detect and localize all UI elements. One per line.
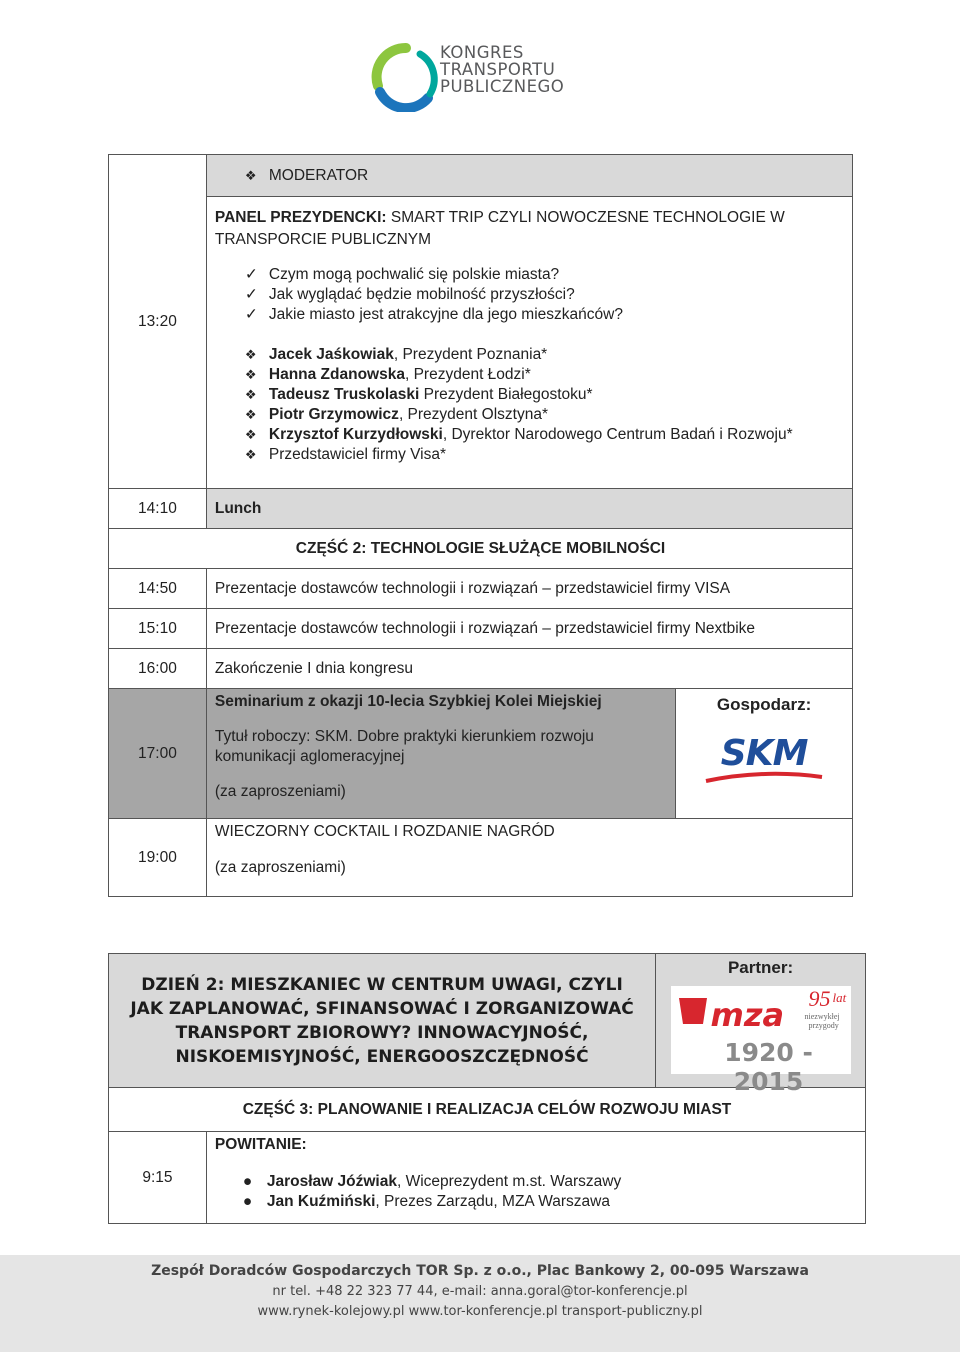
seminar-time-cell: 17:00 [109,689,207,819]
diamond-bullet-icon: ❖ [244,347,257,362]
bullet-dot-icon: ● [242,1173,253,1190]
cocktail-note: (za zaproszeniami) [214,859,346,876]
kongres-logo-ring-icon [366,42,446,112]
partner-cell [656,954,866,1096]
footer [0,1255,960,1352]
seminar-cell [206,689,675,819]
seminar-row [109,689,853,819]
panel-title-rest: SMART TRIP CZYLI NOWOCZESNE TECHNOLOGIE W TRANSPORCIE PUBLICZNYM [214,209,785,248]
day2-title-cell [109,954,656,1088]
diamond-bullet-icon: ❖ [244,407,257,422]
panel-speakers [215,345,844,465]
agenda-row [109,609,853,649]
row-time: 14:50 [138,579,177,597]
skm-swoosh-icon [704,771,824,785]
footer-line-2: nr tel. +48 22 323 77 44, e-mail: anna.goral@tor-konferencje.pl [272,1284,688,1299]
speaker-item: ❖ Krzysztof Kurzydłowski, Dyrektor Narodowego Centrum Badań i Rozwoju* [244,426,793,443]
agenda-row [109,569,853,609]
mza-crest-icon [675,994,711,1030]
lunch-time-cell: 14:10 [109,489,207,529]
speaker-item: ❖ Hanna Zdanowska, Prezydent Łodzi* [244,366,531,383]
welcome-speaker-item: ● Jarosław Jóźwiak, Wiceprezydent m.st. Warszawy [242,1173,622,1190]
part2-title: CZĘŚĆ 2: TECHNOLOGIE SŁUŻĄCE MOBILNOŚCI [295,539,666,557]
day1-agenda-table [108,154,853,897]
diamond-bullet-icon: ❖ [244,387,257,402]
moderator-row [109,155,853,197]
partner-label: Partner: [727,958,794,977]
welcome-speaker-item: ● Jan Kuźmiński, Prezes Zarządu, MZA Warszawa [242,1193,610,1210]
moderator-cell [206,155,852,197]
moderator-item [241,166,852,186]
row-time: 15:10 [138,619,177,637]
diamond-bullet-icon: ❖ [244,367,257,382]
lunch-label: Lunch [214,499,262,517]
host-label: Gospodarz: [716,695,812,714]
check-icon: ✓ [244,286,258,303]
day2-title: DZIEŃ 2: MIESZKANIEC W CENTRUM UWAGI, CZYLI JAK ZAPLANOWAĆ, SFINANSOWAĆ I ZORGANIZOWAĆ TRANSPORT ZBIOROWY? INNOWACYJNOŚĆ, NISKOEMISYJNOŚĆ, ENERGOOSZCZĘDNOŚĆ [130,974,634,1067]
question-item: ✓ Jakie miasto jest atrakcyjne dla jego mieszkańców? [244,306,623,323]
agenda-row [109,649,853,689]
welcome-cell [206,1132,865,1224]
kongres-logo-text [440,44,564,95]
moderator-label: MODERATOR [268,166,369,184]
welcome-speakers [215,1172,857,1212]
panel-cell [206,197,852,489]
speaker-item: ❖ Przedstawiciel firmy Visa* [244,446,447,463]
row-text: Zakończenie I dnia kongresu [214,659,414,677]
check-icon: ✓ [244,306,258,323]
lunch-cell [206,489,852,529]
seminar-subtitle: Tytuł roboczy: SKM. Dobre praktyki kierunkiem rozwoju komunikacji aglomeracyjnej [214,728,594,765]
logo-line-2: TRANSPORTU [440,60,556,79]
diamond-bullet-icon: ❖ [244,447,257,462]
day2-header-row [109,954,866,1088]
part2-header-cell [109,529,853,569]
host-cell [676,689,853,819]
cocktail-cell [206,819,852,897]
skm-logo: SKM [676,733,852,783]
part2-header-row [109,529,853,569]
speaker-item: ❖ Tadeusz Truskolaski Prezydent Białegostoku* [244,386,593,403]
logo-line-3: PUBLICZNEGO [440,77,565,96]
seminar-title: Seminarium z okazji 10-lecia Szybkiej Kolei Miejskiej [214,693,602,710]
lunch-row [109,489,853,529]
diamond-bullet-icon: ❖ [244,427,257,442]
cocktail-row: 19:00 WIECZORNY COCKTAIL I ROZDANIE NAGRÓD (za zaproszeniami) [109,819,853,897]
logo-line-1: KONGRES [440,43,524,62]
speaker-item: ❖ Piotr Grzymowicz, Prezydent Olsztyna* [244,406,548,423]
day2-agenda-table [108,953,866,1224]
panel-title [215,207,844,251]
bullet-dot-icon: ● [242,1193,253,1210]
welcome-label: POWITANIE: [214,1136,307,1153]
cocktail-title: WIECZORNY COCKTAIL I ROZDANIE NAGRÓD [214,823,555,840]
row-text: Prezentacje dostawców technologii i rozwiązań – przedstawiciel firmy Nextbike [214,619,756,637]
panel-row [109,197,853,489]
row-time: 16:00 [138,659,177,677]
panel-title-bold: PANEL PREZYDENCKI: [214,209,387,226]
panel-time-cell [109,155,207,489]
mza-logo: mza 95 lat niezwykłej przygody 1920 - 2015 [671,986,851,1074]
welcome-row [109,1132,866,1224]
welcome-time-cell: 9:15 [109,1132,207,1224]
part3-title: CZĘŚĆ 3: PLANOWANIE I REALIZACJA CELÓW ROZWOJU MIAST [242,1100,732,1118]
diamond-bullet-icon: ❖ [244,167,257,183]
question-item: ✓ Czym mogą pochwalić się polskie miasta? [244,266,560,283]
footer-line-1: Zespół Doradców Gospodarczych TOR Sp. z o.o., Plac Bankowy 2, 00-095 Warszawa [151,1263,809,1279]
seminar-note: (za zaproszeniami) [214,783,346,800]
check-icon: ✓ [244,266,258,283]
panel-time: 13:20 [138,312,177,330]
row-text: Prezentacje dostawców technologii i rozwiązań – przedstawiciel firmy VISA [214,579,731,597]
question-item: ✓ Jak wyglądać będzie mobilność przyszłości? [244,286,575,303]
footer-line-3: www.rynek-kolejowy.pl www.tor-konferencje.pl transport-publiczny.pl [257,1304,703,1319]
panel-questions [215,265,844,325]
speaker-item: ❖ Jacek Jaśkowiak, Prezydent Poznania* [244,346,548,363]
